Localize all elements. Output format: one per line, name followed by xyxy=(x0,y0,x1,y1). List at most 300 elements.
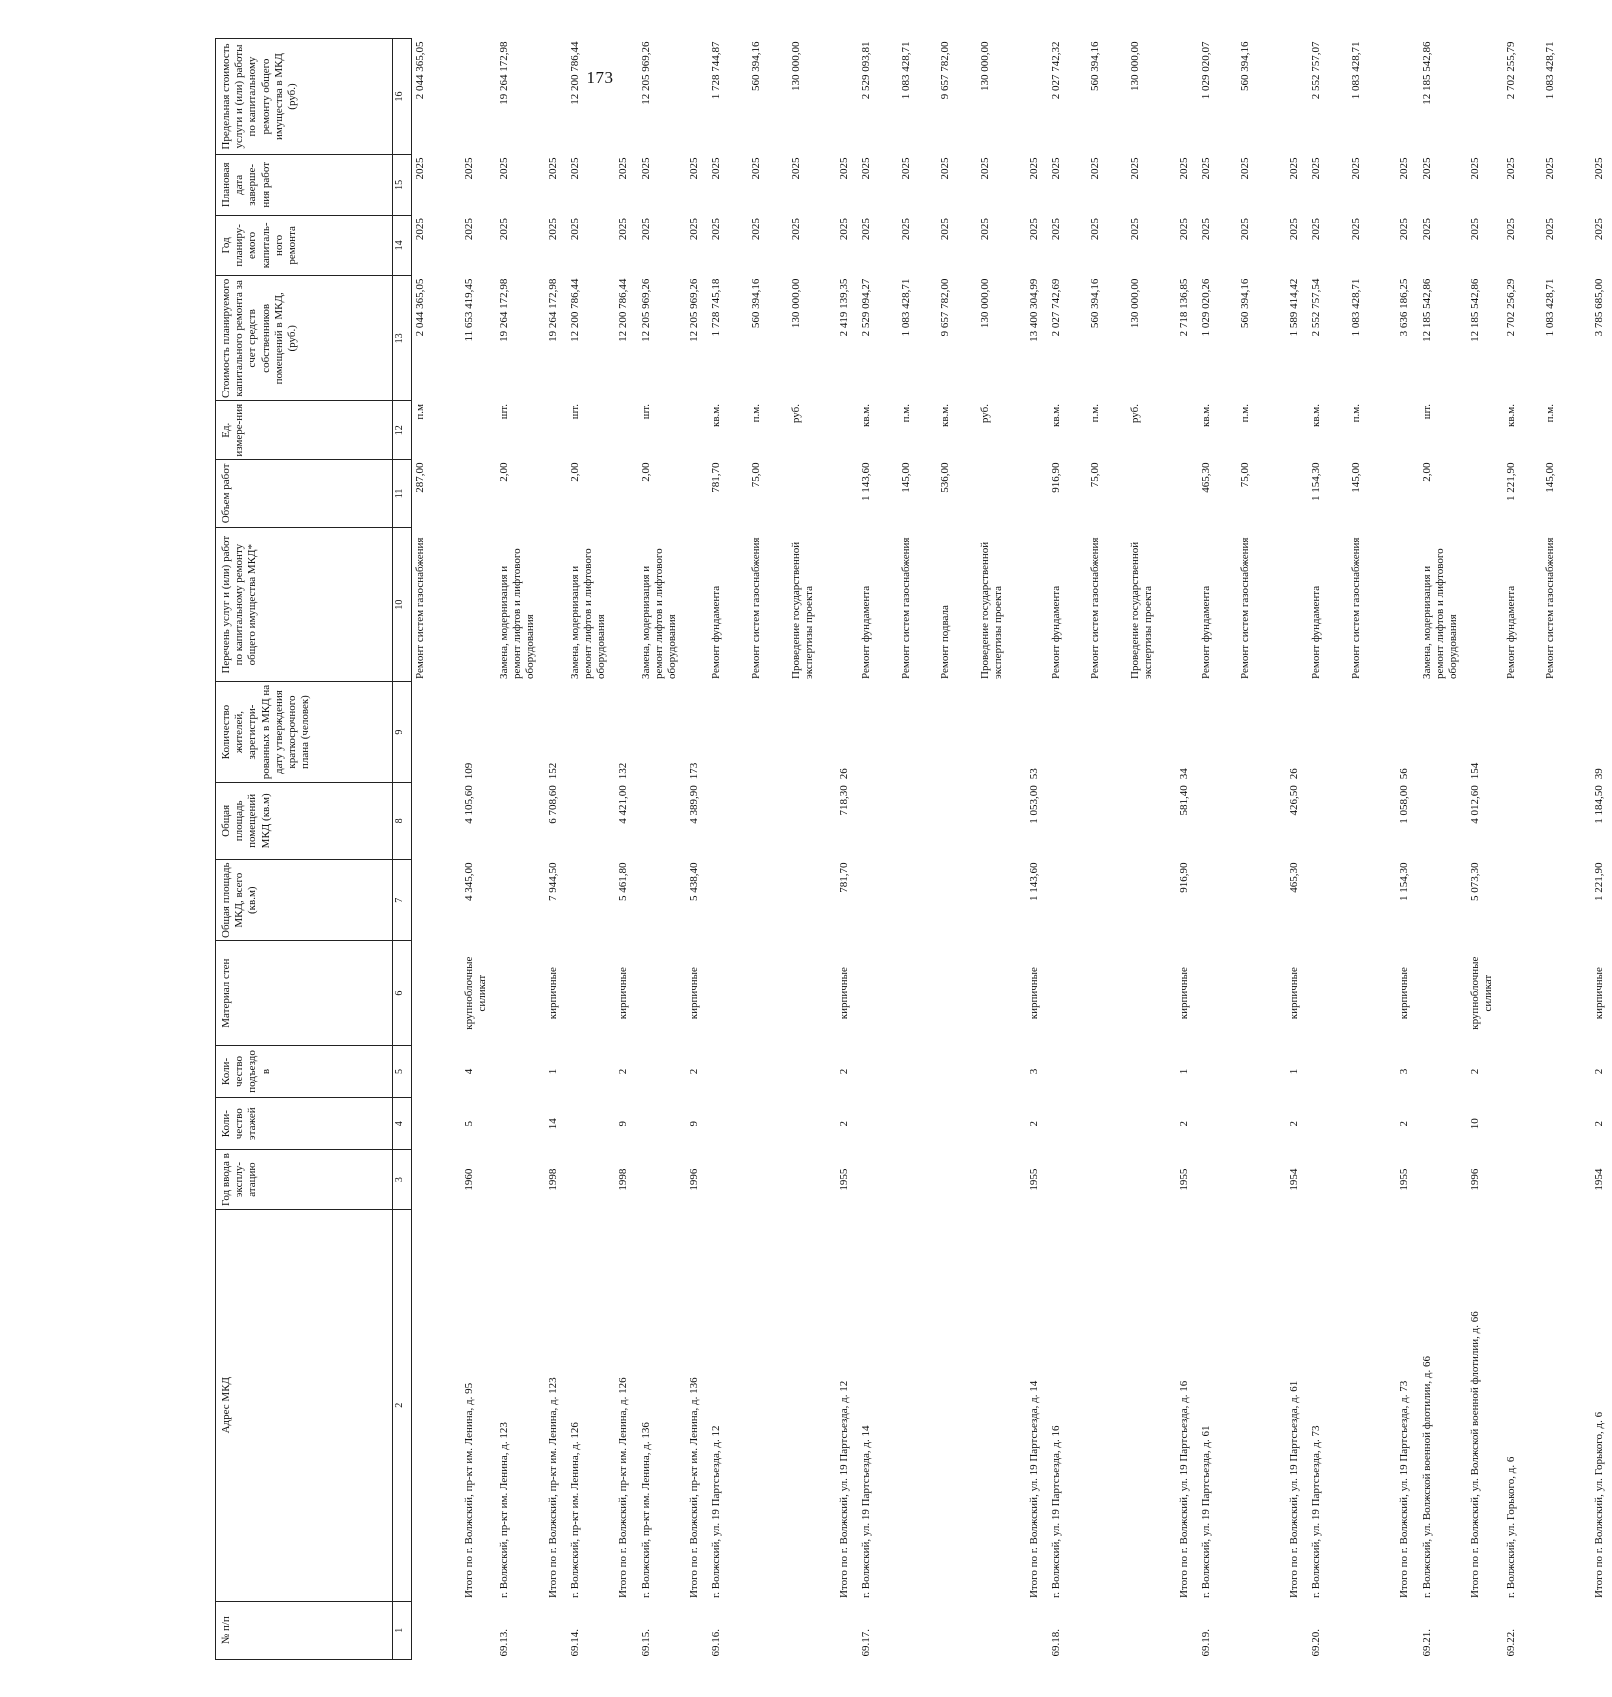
address: Итого по г. Волжский, пр-кт им. Ленина, д. 136 xyxy=(688,1377,701,1599)
premises-area: 718,30 xyxy=(838,785,851,816)
measure-unit-item: кв.м. xyxy=(939,404,952,427)
cost-limit xyxy=(1307,39,1395,155)
total-area xyxy=(412,859,460,940)
residents-count: 154 xyxy=(1469,762,1482,780)
column-header: Материал стен xyxy=(216,941,393,1045)
header-labels-row xyxy=(216,39,393,1660)
works-list xyxy=(412,527,460,682)
row-number xyxy=(835,1601,857,1659)
residents-count xyxy=(1502,682,1590,782)
works-volume-item: 145,00 xyxy=(1544,462,1557,493)
completion-year-item: 2025 xyxy=(1027,157,1040,180)
repair-cost-item: 9 657 782,00 xyxy=(939,278,952,337)
repair-cost xyxy=(857,276,1024,401)
column-number: 7 xyxy=(393,859,412,940)
repair-cost xyxy=(1307,276,1395,401)
premises-area: 1 184,50 xyxy=(1592,785,1605,824)
repair-year-item: 2025 xyxy=(979,218,992,241)
table-row xyxy=(685,39,707,1660)
completion-year xyxy=(1025,155,1047,216)
table-row xyxy=(1590,39,1612,1660)
repair-year-item: 2025 xyxy=(497,218,510,241)
cost-limit-item: 560 394,16 xyxy=(1089,41,1102,91)
completion-year-item: 2025 xyxy=(1199,157,1212,180)
premises-area xyxy=(566,782,615,859)
table-row xyxy=(707,39,835,1660)
repair-year-item: 2025 xyxy=(860,218,873,241)
column-header: Плановая дата заверше-ния работ xyxy=(216,155,393,216)
repair-year xyxy=(1590,215,1612,276)
repair-year xyxy=(412,215,460,276)
repair-year-item: 2025 xyxy=(546,218,559,241)
floors-count xyxy=(1418,1098,1467,1150)
measure-unit-item: кв.м. xyxy=(1504,404,1517,427)
repair-year-item: 2025 xyxy=(1089,218,1102,241)
entrances-count: 3 xyxy=(1027,1068,1040,1075)
repair-year xyxy=(460,215,495,276)
floors-count xyxy=(857,1098,1024,1150)
cost-limit xyxy=(412,39,460,155)
cost-limit xyxy=(857,39,1024,155)
works-volume xyxy=(566,459,615,527)
completion-year-item: 2025 xyxy=(1420,157,1433,180)
cost-limit xyxy=(1025,39,1047,155)
works-list xyxy=(1502,527,1590,682)
works-list-item: Замена, модернизация и ремонт лифтов и лифтового оборудования xyxy=(568,548,608,679)
completion-year xyxy=(1502,155,1590,216)
column-number: 11 xyxy=(393,459,412,527)
measure-unit-item: руб. xyxy=(1129,404,1142,424)
year-built: 1954 xyxy=(1592,1168,1605,1191)
repair-cost xyxy=(685,276,707,401)
works-list xyxy=(1590,527,1612,682)
measure-unit-item: шт. xyxy=(639,404,652,420)
column-number: 14 xyxy=(393,215,412,276)
year-built xyxy=(857,1150,1024,1210)
repair-year-item: 2025 xyxy=(1544,218,1557,241)
premises-area xyxy=(857,782,1024,859)
residents-count: 132 xyxy=(617,762,630,780)
repair-year xyxy=(1307,215,1395,276)
floors-count xyxy=(1197,1098,1285,1150)
completion-year xyxy=(637,155,686,216)
measure-unit-item: п.м. xyxy=(1089,404,1102,423)
cost-limit-item: 130 000,00 xyxy=(979,41,992,91)
year-built: 1954 xyxy=(1288,1168,1300,1191)
address xyxy=(412,1209,460,1601)
floors-count xyxy=(1047,1098,1175,1150)
completion-year-item: 2025 xyxy=(710,157,723,180)
address: г. Волжский, пр-кт им. Ленина, д. 126 xyxy=(568,1422,581,1599)
completion-year xyxy=(1307,155,1395,216)
repair-cost-item: 13 400 304,99 xyxy=(1027,278,1040,342)
repair-cost-item: 130 000,00 xyxy=(789,278,802,329)
address: Итого по г. Волжский, ул. Волжской военной флотилии, д. 66 xyxy=(1469,1311,1482,1599)
entrances-count: 1 xyxy=(1288,1068,1300,1075)
residents-count: 34 xyxy=(1177,768,1190,780)
works-volume-item: 287,00 xyxy=(414,462,426,493)
wall-material xyxy=(857,941,1024,1045)
entrances-count xyxy=(495,1045,544,1097)
repair-year-item: 2025 xyxy=(789,218,802,241)
cost-limit xyxy=(1175,39,1197,155)
measure-unit xyxy=(495,401,544,459)
repair-cost xyxy=(835,276,857,401)
measure-unit xyxy=(685,401,707,459)
table-row xyxy=(412,39,460,1660)
premises-area: 4 389,90 xyxy=(688,785,701,824)
works-list-item: Ремонт фундамента xyxy=(1049,585,1062,679)
repair-cost xyxy=(544,276,566,401)
repair-year-item: 2025 xyxy=(1288,218,1300,241)
residents-count xyxy=(857,682,1024,782)
works-volume-item: 916,90 xyxy=(1049,462,1062,493)
residents-count xyxy=(1307,682,1395,782)
repair-year-item: 2025 xyxy=(1504,218,1517,241)
residents-count xyxy=(1047,682,1175,782)
repair-cost-item: 1 083 428,71 xyxy=(1544,278,1557,337)
address: г. Волжский, ул. 19 Партсъезда, д. 12 xyxy=(710,1425,723,1599)
year-built: 1998 xyxy=(546,1168,559,1191)
repair-year-item: 2025 xyxy=(617,218,630,241)
works-volume xyxy=(614,459,636,527)
measure-unit xyxy=(857,401,1024,459)
repair-cost-item: 1 083 428,71 xyxy=(1349,278,1362,337)
works-list xyxy=(1418,527,1467,682)
premises-area: 4 421,00 xyxy=(617,785,630,824)
column-header: Коли-чество подъездо в xyxy=(216,1045,393,1097)
address: Итого по г. Волжский, ул. 19 Партсъезда, д. 14 xyxy=(1027,1380,1040,1599)
repair-cost-item: 1 029 020,26 xyxy=(1199,278,1212,337)
completion-year-item: 2025 xyxy=(1469,157,1482,180)
repair-cost xyxy=(1502,276,1590,401)
works-volume xyxy=(707,459,835,527)
repair-cost xyxy=(637,276,686,401)
floors-count xyxy=(637,1098,686,1150)
repair-cost-item: 130 000,00 xyxy=(979,278,992,329)
column-header: № п/п xyxy=(216,1601,393,1659)
repair-year xyxy=(1175,215,1197,276)
works-volume xyxy=(1047,459,1175,527)
cost-limit-item: 12 185 542,86 xyxy=(1420,41,1433,105)
total-area: 7 944,50 xyxy=(546,862,559,901)
residents-count xyxy=(637,682,686,782)
year-built xyxy=(412,1150,460,1210)
cost-limit xyxy=(460,39,495,155)
works-list xyxy=(614,527,636,682)
measure-unit-item: п.м. xyxy=(1239,404,1252,423)
repair-cost xyxy=(1418,276,1467,401)
completion-year xyxy=(1047,155,1175,216)
column-header: Год планиру-емого капиталь-ного ремонта xyxy=(216,215,393,276)
completion-year-item: 2025 xyxy=(1592,157,1605,180)
cost-limit xyxy=(707,39,835,155)
address: Итого по г. Волжский, ул. 19 Партсъезда, д. 73 xyxy=(1398,1380,1411,1599)
total-area: 465,30 xyxy=(1288,862,1300,893)
row-number xyxy=(412,1601,460,1659)
column-header: Предельная стоимость услуги и (или) работы по капитальному ремонту общего имущества в МКД (руб.) xyxy=(216,39,393,155)
cost-limit-item: 1 083 428,71 xyxy=(899,41,912,100)
works-volume-item xyxy=(1129,462,1169,524)
completion-year-item: 2025 xyxy=(749,157,762,180)
residents-count: 152 xyxy=(546,762,559,780)
wall-material xyxy=(707,941,835,1045)
measure-unit xyxy=(707,401,835,459)
premises-area xyxy=(1307,782,1395,859)
entrances-count: 2 xyxy=(1592,1068,1605,1075)
cost-limit-item: 2 027 742,32 xyxy=(1049,41,1062,100)
measure-unit xyxy=(1418,401,1467,459)
wall-material: кирпичные xyxy=(1177,967,1190,1020)
repair-year-item: 2025 xyxy=(639,218,652,241)
works-volume-item xyxy=(790,462,830,524)
repair-cost xyxy=(1025,276,1047,401)
cost-limit-item: 1 083 428,71 xyxy=(1544,41,1557,100)
repair-year-item: 2025 xyxy=(568,218,581,241)
completion-year-item: 2025 xyxy=(1089,157,1102,180)
wall-material: крупноблочные силикат xyxy=(1469,956,1495,1030)
repair-cost-item: 19 264 172,98 xyxy=(546,278,559,342)
floors-count: 2 xyxy=(838,1120,851,1127)
row-number xyxy=(544,1601,566,1659)
column-number: 1 xyxy=(393,1601,412,1659)
completion-year-item: 2025 xyxy=(1239,157,1252,180)
repair-year-item: 2025 xyxy=(1049,218,1062,241)
measure-unit-item: шт. xyxy=(497,404,510,420)
entrances-count xyxy=(1197,1045,1285,1097)
repair-cost xyxy=(1047,276,1175,401)
wall-material: кирпичные xyxy=(1592,967,1605,1020)
premises-area: 1 058,00 xyxy=(1398,785,1411,824)
repair-year-item: 2025 xyxy=(1239,218,1252,241)
floors-count: 14 xyxy=(546,1118,559,1130)
premises-area xyxy=(1418,782,1467,859)
repair-year-item: 2025 xyxy=(939,218,952,241)
repair-cost xyxy=(1175,276,1197,401)
works-list xyxy=(1175,527,1197,682)
floors-count: 2 xyxy=(1398,1120,1411,1127)
entrances-count xyxy=(707,1045,835,1097)
cost-limit xyxy=(566,39,615,155)
repair-year-item: 2025 xyxy=(1349,218,1362,241)
repair-cost-item: 11 653 419,45 xyxy=(462,278,475,342)
completion-year-item: 2025 xyxy=(1398,157,1411,180)
completion-year-item: 2025 xyxy=(979,157,992,180)
floors-count: 2 xyxy=(1177,1120,1190,1127)
cost-limit xyxy=(1285,39,1307,155)
capital-repair-table xyxy=(215,38,1612,1660)
cost-limit xyxy=(544,39,566,155)
works-volume xyxy=(1590,459,1612,527)
entrances-count xyxy=(637,1045,686,1097)
address: г. Волжский, пр-кт им. Ленина, д. 123 xyxy=(497,1422,510,1599)
measure-unit xyxy=(1025,401,1047,459)
completion-year-item: 2025 xyxy=(1504,157,1517,180)
cost-limit-item: 2 552 757,07 xyxy=(1310,41,1323,100)
wall-material xyxy=(1418,941,1467,1045)
cost-limit xyxy=(1418,39,1467,155)
entrances-count xyxy=(412,1045,460,1097)
works-list-item: Ремонт фундамента xyxy=(860,585,873,679)
completion-year xyxy=(1395,155,1417,216)
repair-cost-item: 2 702 256,29 xyxy=(1504,278,1517,337)
table-row xyxy=(1175,39,1197,1660)
total-area: 1 221,90 xyxy=(1592,862,1605,901)
works-volume-item: 145,00 xyxy=(1349,462,1362,493)
works-volume-item: 1 221,90 xyxy=(1504,462,1517,501)
premises-area xyxy=(707,782,835,859)
repair-year-item: 2025 xyxy=(899,218,912,241)
repair-year-item: 2025 xyxy=(1027,218,1040,241)
measure-unit xyxy=(1285,401,1307,459)
repair-year xyxy=(1047,215,1175,276)
works-volume xyxy=(412,459,460,527)
repair-year xyxy=(637,215,686,276)
works-volume-item xyxy=(979,462,1019,524)
repair-cost-item: 2 027 742,69 xyxy=(1049,278,1062,337)
repair-year xyxy=(1285,215,1307,276)
row-number xyxy=(1175,1601,1197,1659)
repair-cost xyxy=(1197,276,1285,401)
measure-unit xyxy=(460,401,495,459)
residents-count: 26 xyxy=(838,768,851,780)
works-volume xyxy=(495,459,544,527)
works-list xyxy=(495,527,544,682)
table-row xyxy=(495,39,544,1660)
measure-unit xyxy=(544,401,566,459)
row-number xyxy=(460,1601,495,1659)
completion-year-item: 2025 xyxy=(1129,157,1142,180)
repair-year-item: 2025 xyxy=(688,218,701,241)
works-volume xyxy=(835,459,857,527)
total-area: 781,70 xyxy=(838,862,851,893)
works-list-item: Проведение государственной экспертизы проекта xyxy=(1129,541,1155,679)
rotated-table-sheet xyxy=(215,38,1605,1660)
completion-year-item: 2025 xyxy=(414,157,426,180)
completion-year xyxy=(614,155,636,216)
floors-count: 9 xyxy=(688,1120,701,1127)
row-number: 69.22. xyxy=(1504,1629,1517,1657)
cost-limit xyxy=(495,39,544,155)
residents-count xyxy=(707,682,835,782)
residents-count xyxy=(495,682,544,782)
column-header: Общая площадь помещений МКД (кв.м) xyxy=(216,782,393,859)
works-volume xyxy=(637,459,686,527)
cost-limit xyxy=(1395,39,1417,155)
works-volume-item: 465,30 xyxy=(1199,462,1212,493)
total-area: 5 461,80 xyxy=(617,862,630,901)
residents-count xyxy=(1197,682,1285,782)
completion-year xyxy=(707,155,835,216)
premises-area: 581,40 xyxy=(1177,785,1190,816)
repair-year-item: 2025 xyxy=(1177,218,1190,241)
repair-cost xyxy=(707,276,835,401)
repair-cost-item: 560 394,16 xyxy=(1239,278,1252,329)
repair-year xyxy=(1395,215,1417,276)
repair-cost xyxy=(412,276,460,401)
column-number: 9 xyxy=(393,682,412,782)
column-header: Перечень услуг и (или) работ по капитальному ремонту общего имущества МКД* xyxy=(216,527,393,682)
repair-cost-item: 2 419 139,35 xyxy=(838,278,851,337)
row-number: 69.21. xyxy=(1420,1629,1433,1657)
completion-year xyxy=(857,155,1024,216)
measure-unit-item: п.м xyxy=(414,404,426,420)
works-volume xyxy=(1307,459,1395,527)
floors-count: 9 xyxy=(617,1120,630,1127)
repair-year-item: 2025 xyxy=(1310,218,1323,241)
repair-year-item: 2025 xyxy=(710,218,723,241)
floors-count xyxy=(495,1098,544,1150)
works-list xyxy=(637,527,686,682)
repair-year-item: 2025 xyxy=(414,218,426,241)
measure-unit xyxy=(1590,401,1612,459)
measure-unit xyxy=(637,401,686,459)
residents-count: 109 xyxy=(462,762,475,780)
works-list-item: Ремонт фундамента xyxy=(710,585,723,679)
total-area: 4 345,00 xyxy=(462,862,475,901)
repair-cost xyxy=(1590,276,1612,401)
repair-cost xyxy=(1466,276,1501,401)
works-list-item: Проведение государственной экспертизы проекта xyxy=(789,541,815,679)
repair-cost-item: 3 785 685,00 xyxy=(1592,278,1605,337)
measure-unit-item: шт. xyxy=(1420,404,1433,420)
completion-year-item: 2025 xyxy=(462,157,475,180)
completion-year-item: 2025 xyxy=(568,157,581,180)
works-volume xyxy=(1025,459,1047,527)
works-list xyxy=(707,527,835,682)
repair-cost xyxy=(1285,276,1307,401)
entrances-count: 2 xyxy=(617,1068,630,1075)
repair-cost xyxy=(1395,276,1417,401)
completion-year xyxy=(566,155,615,216)
works-volume-item: 75,00 xyxy=(1089,462,1102,488)
works-list xyxy=(685,527,707,682)
wall-material: кирпичные xyxy=(688,967,701,1020)
measure-unit xyxy=(566,401,615,459)
repair-cost-item: 12 205 969,26 xyxy=(639,278,652,342)
column-number: 12 xyxy=(393,401,412,459)
floors-count: 2 xyxy=(1592,1120,1605,1127)
total-area xyxy=(1047,859,1175,940)
year-built: 1996 xyxy=(688,1168,701,1191)
premises-area: 4 012,60 xyxy=(1469,785,1482,824)
table-row xyxy=(1466,39,1501,1660)
year-built: 1955 xyxy=(1177,1168,1190,1191)
residents-count: 39 xyxy=(1592,768,1605,780)
cost-limit xyxy=(1047,39,1175,155)
column-number: 4 xyxy=(393,1098,412,1150)
works-volume xyxy=(1197,459,1285,527)
floors-count: 2 xyxy=(1288,1120,1300,1127)
works-list-item: Ремонт систем газоснабжения xyxy=(1544,537,1557,679)
completion-year-item: 2025 xyxy=(838,157,851,180)
row-number: 69.17. xyxy=(860,1629,873,1657)
column-header: Объем работ xyxy=(216,459,393,527)
entrances-count xyxy=(857,1045,1024,1097)
cost-limit-item: 12 200 786,44 xyxy=(568,41,581,105)
year-built: 1955 xyxy=(838,1168,851,1191)
floors-count: 5 xyxy=(462,1120,475,1127)
wall-material xyxy=(1047,941,1175,1045)
repair-year-item: 2025 xyxy=(838,218,851,241)
column-header: Стоимость планируемого капитального ремонта за счет средств собственников помещений в МКД, (руб.) xyxy=(216,276,393,401)
works-volume-item: 2,00 xyxy=(497,462,510,482)
measure-unit-item: п.м. xyxy=(899,404,912,423)
completion-year-item: 2025 xyxy=(789,157,802,180)
wall-material: кирпичные xyxy=(546,967,559,1020)
address: Итого по г. Волжский, ул. 19 Партсъезда, д. 16 xyxy=(1177,1380,1190,1599)
entrances-count xyxy=(1418,1045,1467,1097)
